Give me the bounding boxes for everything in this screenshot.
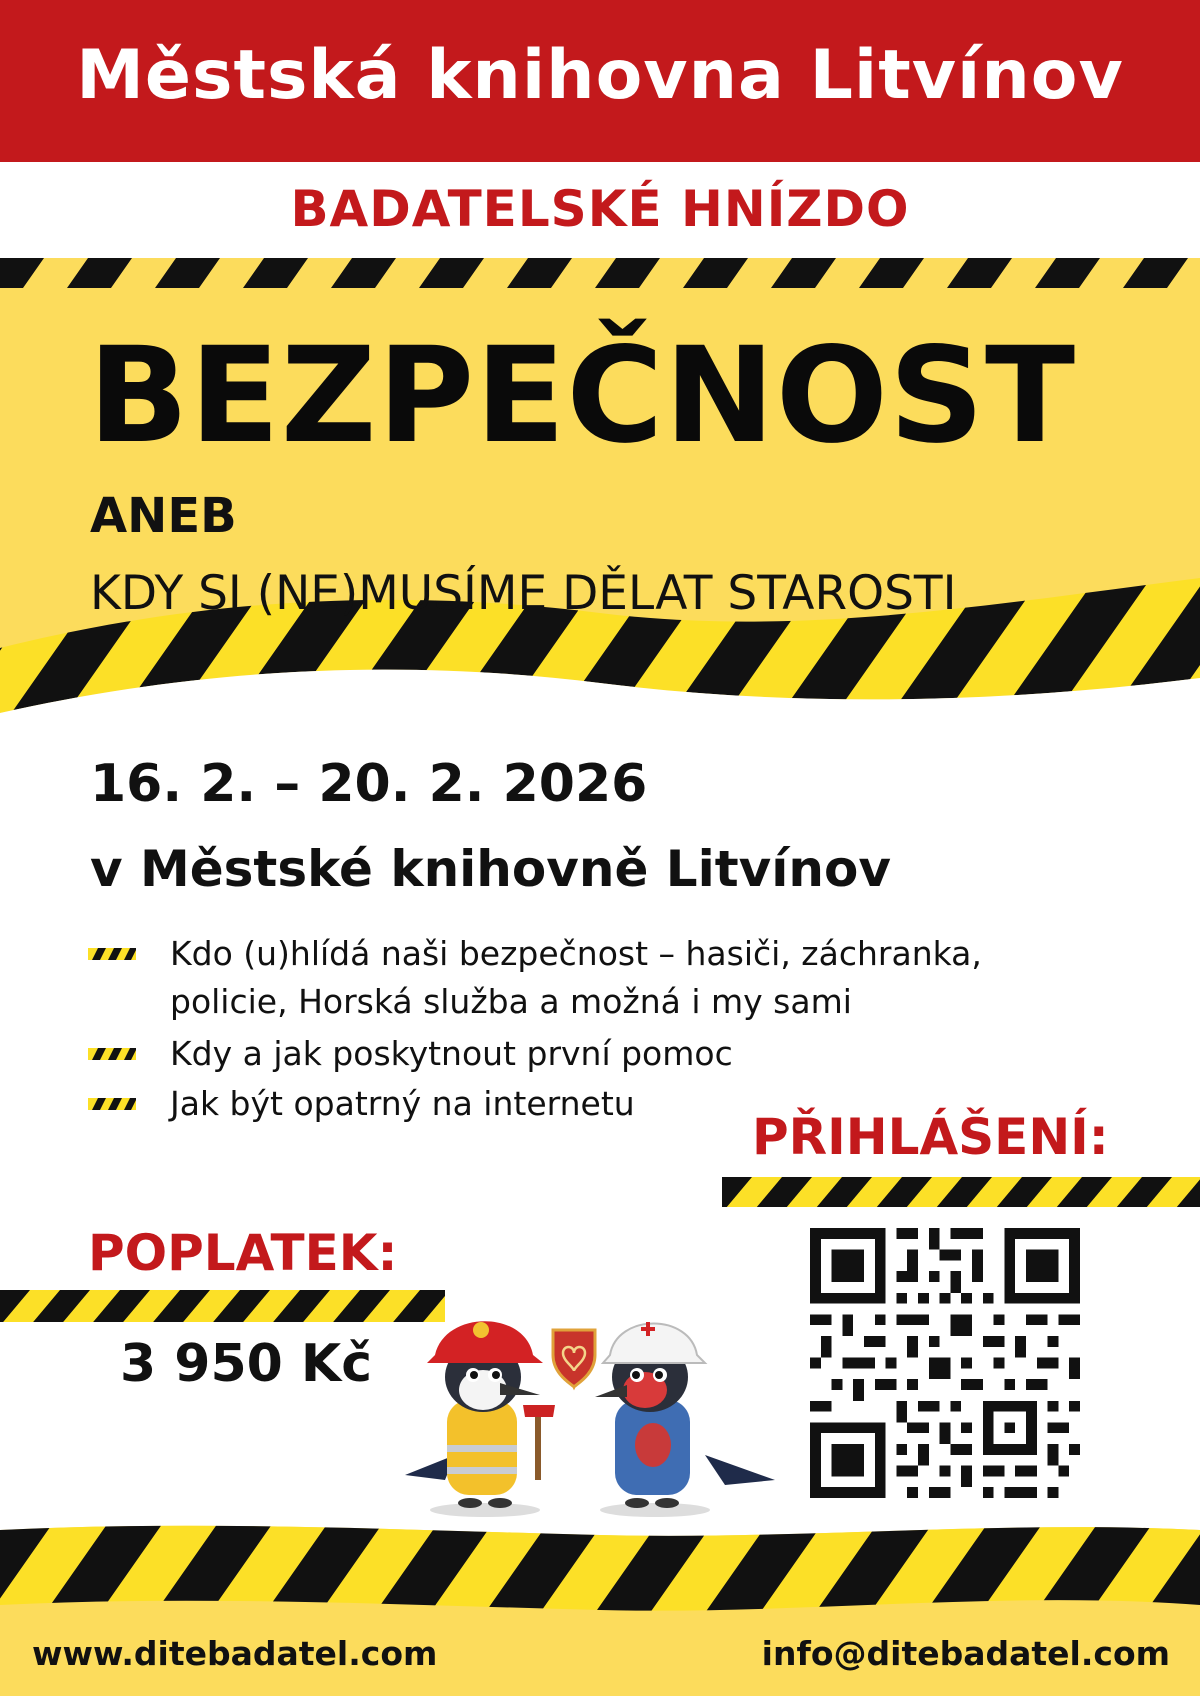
library-name: Městská knihovna Litvínov bbox=[76, 36, 1124, 115]
website-link[interactable]: www.ditebadatel.com bbox=[32, 1634, 438, 1673]
email-link[interactable]: info@ditebadatel.com bbox=[761, 1634, 1170, 1673]
qr-code-icon[interactable] bbox=[810, 1228, 1080, 1498]
event-connector: ANEB bbox=[90, 488, 237, 544]
topic-item bbox=[88, 1030, 988, 1078]
registration-label: PŘIHLÁŠENÍ: bbox=[752, 1108, 1109, 1166]
fee-hazard-strip bbox=[0, 1290, 445, 1322]
hazard-bullet-icon bbox=[88, 1098, 136, 1110]
registration-hazard-strip bbox=[722, 1177, 1200, 1207]
topic-text-continued: policie, Horská služba a možná i my sami bbox=[170, 982, 852, 1021]
topic-text: Jak být opatrný na internetu bbox=[170, 1084, 635, 1123]
hazard-bullet-icon bbox=[88, 1048, 136, 1060]
paramedic-bird-icon bbox=[595, 1322, 775, 1517]
event-dates: 16. 2. – 20. 2. 2026 bbox=[90, 754, 648, 814]
topic-item bbox=[88, 930, 1088, 1026]
firefighter-bird-icon bbox=[405, 1321, 555, 1517]
topic-text: Kdy a jak poskytnout první pomoc bbox=[170, 1034, 733, 1073]
fee-amount: 3 950 Kč bbox=[120, 1334, 373, 1394]
fee-label: POPLATEK: bbox=[88, 1224, 398, 1282]
event-place: v Městské knihovně Litvínov bbox=[90, 840, 891, 898]
bird-mascots-icon bbox=[405, 1305, 775, 1520]
topic-text: Kdo (u)hlídá naši bezpečnost – hasiči, záchranka, bbox=[170, 934, 982, 973]
program-name: BADATELSKÉ HNÍZDO bbox=[290, 180, 910, 238]
hazard-bullet-icon bbox=[88, 948, 136, 960]
heart-shield-icon bbox=[553, 1330, 595, 1387]
event-tagline: KDY SI (NE)MUSÍME DĚLAT STAROSTI bbox=[90, 566, 957, 621]
event-title: BEZPEČNOST bbox=[88, 319, 1077, 473]
